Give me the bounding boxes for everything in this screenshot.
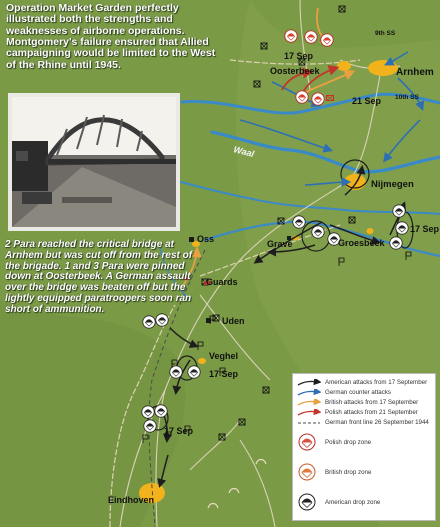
bridge-photo bbox=[8, 93, 180, 231]
legend-item-american: American attacks from 17 September bbox=[297, 378, 427, 387]
parachute-icon bbox=[144, 420, 156, 432]
date-label-veghel: 17 Sep bbox=[209, 369, 239, 379]
legend-item-british: British attacks from 17 September bbox=[297, 398, 418, 407]
parachute-icon bbox=[293, 216, 305, 228]
arnhem-town bbox=[368, 60, 398, 76]
date-label-south: 17 Sep bbox=[164, 426, 194, 436]
legend-british-drop-zone: British drop zone bbox=[297, 462, 371, 482]
place-label-eindhoven: Eindhoven bbox=[108, 495, 155, 505]
legend-item-german: German counter attacks bbox=[297, 388, 391, 397]
uden-marker bbox=[206, 318, 211, 323]
dashed-line-icon bbox=[297, 419, 321, 427]
place-label-uden: Uden bbox=[222, 316, 245, 326]
parachute-icon bbox=[393, 205, 405, 217]
date-label-groesbeek: 17 Sep bbox=[410, 224, 440, 234]
place-label-groesbeek: Groesbeek bbox=[338, 238, 385, 248]
unit-label-9th-ss: 9th SS bbox=[375, 30, 396, 37]
arrow-icon bbox=[297, 389, 321, 397]
place-label-arnhem: Arnhem bbox=[396, 67, 434, 78]
arrow-icon bbox=[297, 379, 321, 387]
legend-polish-drop-zone: Polish drop zone bbox=[297, 432, 371, 452]
parachute-icon bbox=[143, 316, 155, 328]
parachute-icon bbox=[155, 405, 167, 417]
parachute-icon bbox=[188, 366, 200, 378]
place-label-oosterbeek: Oosterbeek bbox=[270, 66, 320, 76]
place-label-guards: Guards bbox=[206, 277, 238, 287]
legend-american-drop-zone: American drop zone bbox=[297, 492, 380, 512]
parachute-icon bbox=[297, 432, 317, 452]
river-label-waal-1: Waal bbox=[232, 144, 256, 159]
parachute-icon bbox=[396, 222, 408, 234]
caption-top: Operation Market Garden perfectly illustrated both the strengths and weaknesses of airborne operations. Montgomery's failure ensured that Allied campaigning would be limited to the West of the Rhine until 1945. bbox=[6, 2, 216, 71]
parachute-icon bbox=[321, 34, 333, 46]
parachute-icon bbox=[142, 406, 154, 418]
place-label-veghel: Veghel bbox=[209, 351, 239, 361]
parachute-icon bbox=[312, 93, 324, 105]
legend-item-polish: Polish attacks from 21 September bbox=[297, 408, 418, 417]
parachute-icon bbox=[390, 237, 402, 249]
place-label-nijmegen: Nijmegen bbox=[371, 179, 414, 190]
oosterbeek-town bbox=[337, 61, 351, 71]
arrow-icon bbox=[297, 399, 321, 407]
parachute-icon bbox=[305, 31, 317, 43]
parachute-icon bbox=[156, 314, 168, 326]
place-label-oss: Oss bbox=[197, 234, 215, 244]
legend-item-front-line: German front line 26 September 1944 bbox=[297, 418, 429, 427]
date-label-arnhem-south: 21 Sep bbox=[352, 96, 382, 106]
legend bbox=[292, 373, 436, 521]
parachute-icon bbox=[297, 462, 317, 482]
parachute-icon bbox=[285, 30, 297, 42]
arrow-icon bbox=[297, 409, 321, 417]
parachute-icon bbox=[296, 91, 308, 103]
parachute-icon bbox=[312, 226, 324, 238]
date-label-oosterbeek: 17 Sep bbox=[284, 51, 314, 61]
parachute-icon bbox=[297, 492, 317, 512]
unit-label-10th-ss: 10th SS bbox=[395, 94, 419, 101]
caption-middle: 2 Para reached the critical bridge at Arnhem but was cut off from the rest of the brigade. 1 and 3 Para were pinned down at Oosterbeek. A German assault over the bridge was beaten off but the lightly equipped paratroopers soon ran short of ammunition. bbox=[5, 239, 193, 315]
place-label-grave: Grave bbox=[267, 239, 293, 249]
